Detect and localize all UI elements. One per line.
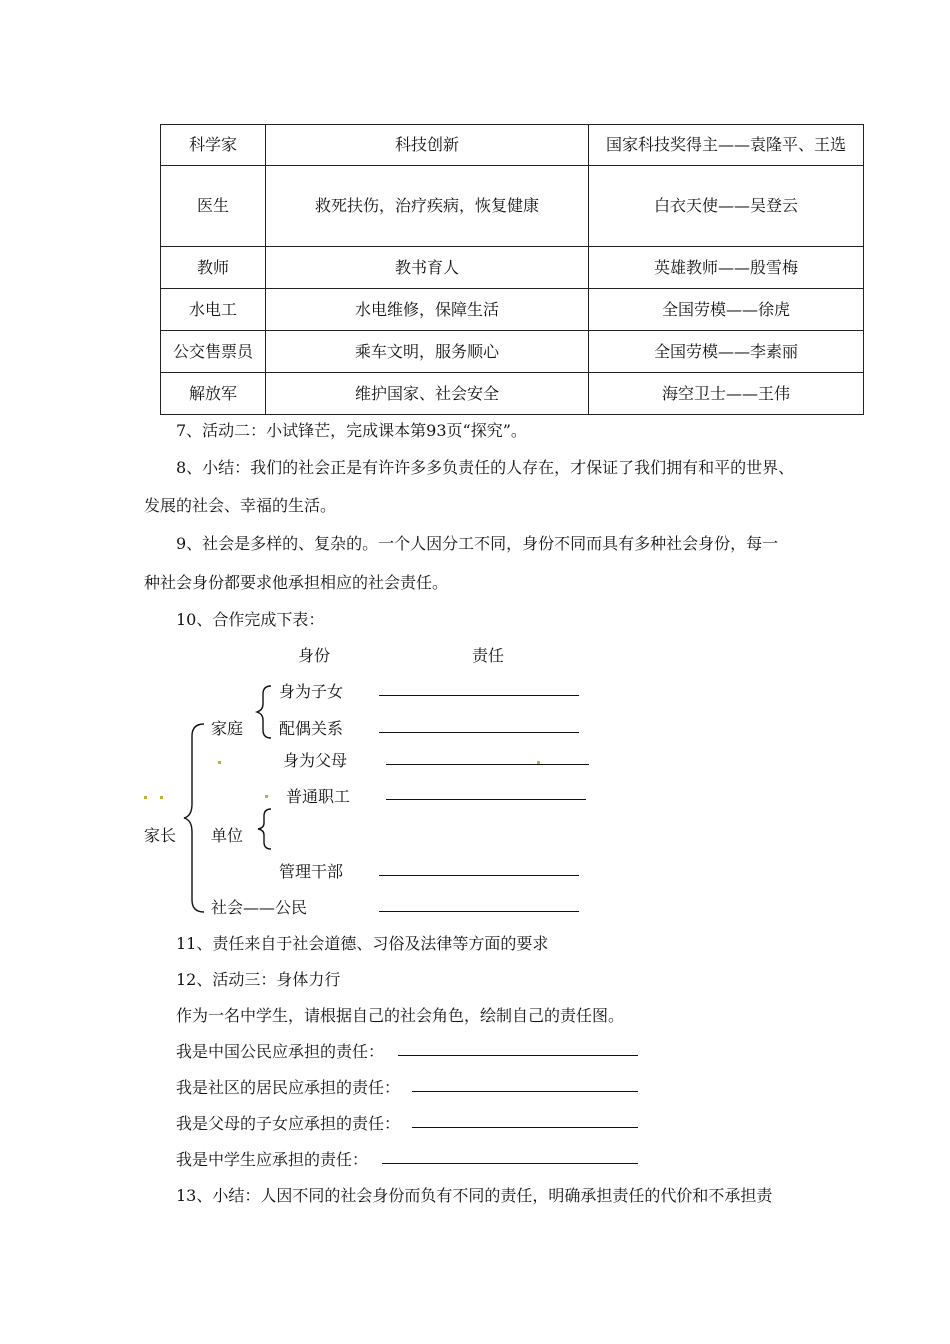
role-table [160,124,864,415]
paragraph-8: 8、小结：我们的社会正是有许许多多负责任的人存在，才保证了我们拥有和平的世界、 [176,458,795,477]
table-cell: 全国劳模——徐虎 [589,289,864,331]
answer-line [398,1055,638,1056]
header-identity: 身份 [298,646,331,665]
role-child: 身为子女 [279,682,344,701]
answer-line [412,1091,638,1092]
question-child: 我是父母的子女应承担的责任： [176,1114,401,1133]
table-cell: 海空卫士——王伟 [589,373,864,415]
paragraph-9: 9、社会是多样的、复杂的。一个人因分工不同，身份不同而具有多种社会身份，每一 [176,534,779,553]
answer-line [379,695,579,696]
paragraph-10: 10、合作完成下表： [176,610,325,629]
answer-line [412,1127,638,1128]
paragraph-12: 12、活动三：身体力行 [176,970,341,989]
answer-line [379,911,579,912]
paragraph-8-cont: 发展的社会、幸福的生活。 [144,496,337,515]
answer-line [379,732,579,733]
paragraph-11: 11、责任来自于社会道德、习俗及法律等方面的要求 [176,934,549,953]
table-cell: 水电维修，保障生活 [266,289,589,331]
table-cell: 救死扶伤，治疗疾病，恢复健康 [266,166,589,247]
paragraph-7: 7、活动二：小试锋芒，完成课本第93页“探究”。 [176,421,527,440]
role-parent: 身为父母 [283,751,348,770]
table-cell: 公交售票员 [161,331,266,373]
table-cell: 全国劳模——李素丽 [589,331,864,373]
table-row [161,247,864,289]
paragraph-9-cont: 种社会身份都要求他承担相应的社会责任。 [144,573,449,592]
table-cell: 英雄教师——殷雪梅 [589,247,864,289]
scan-dot [144,796,147,799]
scan-dot [160,796,163,799]
table-row [161,125,864,166]
group-unit: 单位 [211,826,244,845]
table-cell: 维护国家、社会安全 [266,373,589,415]
header-responsibility: 责任 [472,646,505,665]
table-cell: 教书育人 [266,247,589,289]
table-row [161,166,864,247]
scan-dot [218,761,221,764]
answer-line [386,764,589,765]
group-family: 家庭 [211,719,244,738]
table-cell: 国家科技奖得主——袁隆平、王选 [589,125,864,166]
question-resident: 我是社区的居民应承担的责任： [176,1078,401,1097]
role-spouse: 配偶关系 [279,719,344,738]
paragraph-13: 13、小结：人因不同的社会身份而负有不同的责任，明确承担责任的代价和不承担责 [176,1186,773,1205]
role-cadre: 管理干部 [279,862,344,881]
family-brace [255,684,275,744]
root-parent: 家长 [144,826,177,845]
activity-intro: 作为一名中学生，请根据自己的社会角色，绘制自己的责任图。 [176,1006,625,1025]
table-row [161,331,864,373]
table-cell: 科技创新 [266,125,589,166]
table-cell: 解放军 [161,373,266,415]
question-student: 我是中学生应承担的责任： [176,1150,369,1169]
role-worker: 普通职工 [286,787,351,806]
table-cell: 科学家 [161,125,266,166]
table-cell: 乘车文明，服务顺心 [266,331,589,373]
table-cell: 教师 [161,247,266,289]
role-citizen: 社会——公民 [211,898,308,917]
table-cell: 白衣天使——吴登云 [589,166,864,247]
scan-dot [537,761,540,764]
question-citizen: 我是中国公民应承担的责任： [176,1042,385,1061]
answer-line [386,799,586,800]
left-brace [182,722,210,922]
table-row [161,373,864,415]
scan-dot [265,795,268,798]
answer-line [382,1163,638,1164]
unit-brace [256,808,276,852]
answer-line [379,875,579,876]
table-cell: 水电工 [161,289,266,331]
table-cell: 医生 [161,166,266,247]
table-row [161,289,864,331]
